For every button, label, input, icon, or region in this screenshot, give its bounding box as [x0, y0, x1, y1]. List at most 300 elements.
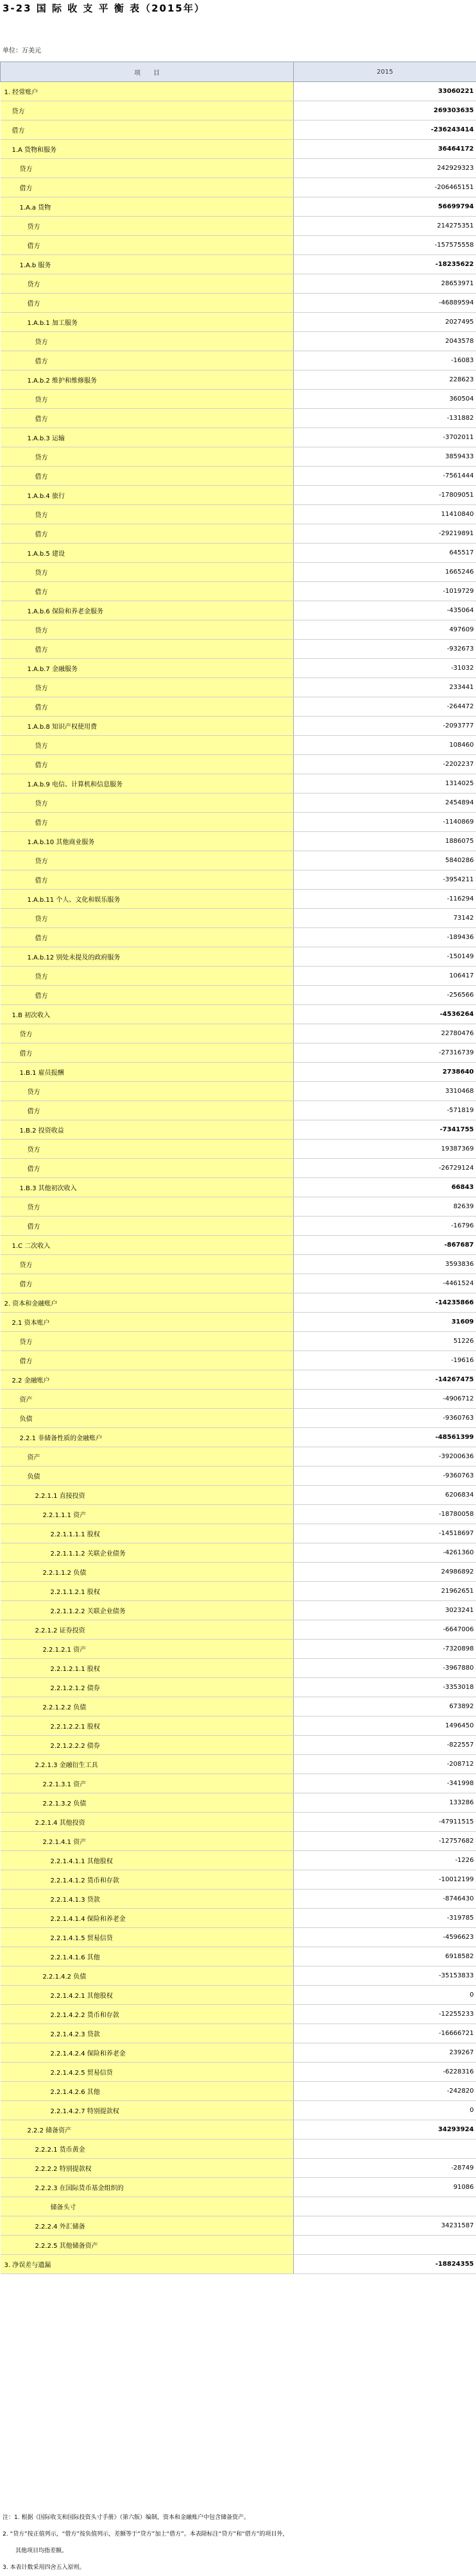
row-label: 1.A.b.8 知识产权使用费	[1, 717, 294, 736]
table-row	[1, 1697, 476, 1716]
row-value: 2027495	[294, 313, 476, 332]
row-value: 3593836	[294, 1255, 476, 1274]
row-value: -4906712	[294, 1390, 476, 1409]
row-label: 2.2.1.4.1.6 其他	[1, 1947, 294, 1966]
table-row	[1, 1620, 476, 1640]
row-value: 0	[294, 2101, 476, 2120]
table-row	[1, 505, 476, 524]
row-value: -35153833	[294, 1966, 476, 1986]
row-label: 借方	[1, 755, 294, 774]
row-label: 借方	[1, 1043, 294, 1063]
row-value: 24986892	[294, 1563, 476, 1582]
table-row	[1, 1313, 476, 1332]
row-value: -1019729	[294, 582, 476, 601]
row-label: 1.A.b.11 个人、文化和娱乐服务	[1, 890, 294, 909]
table-row	[1, 1543, 476, 1563]
table-row	[1, 582, 476, 601]
row-label: 2.2.1.4.2.4 保险和养老金	[1, 2043, 294, 2063]
row-label: 借方	[1, 697, 294, 717]
row-value: -116294	[294, 890, 476, 909]
row-label: 借方	[1, 120, 294, 140]
row-label: 贷方	[1, 967, 294, 986]
table-row	[1, 524, 476, 544]
row-label: 1.C 二次收入	[1, 1236, 294, 1255]
table-row	[1, 2101, 476, 2120]
row-label: 贷方	[1, 1332, 294, 1351]
table-row	[1, 370, 476, 390]
row-label: 2.2.1.2.2.1 股权	[1, 1716, 294, 1736]
row-label: 借方	[1, 467, 294, 486]
table-row	[1, 1601, 476, 1620]
row-label: 1.A.b 服务	[1, 255, 294, 274]
row-value: -16796	[294, 1217, 476, 1236]
row-value: 673892	[294, 1697, 476, 1716]
table-row	[1, 1043, 476, 1063]
row-value: -2202237	[294, 755, 476, 774]
table-row	[1, 1351, 476, 1370]
table-row	[1, 313, 476, 332]
row-label: 负债	[1, 1409, 294, 1428]
table-row	[1, 1255, 476, 1274]
table-row	[1, 1890, 476, 1909]
row-value: 6206834	[294, 1486, 476, 1505]
row-value: 239267	[294, 2043, 476, 2063]
note-2-continued: 其他项目均指差额。	[3, 2543, 471, 2559]
table-row	[1, 2159, 476, 2178]
table-row	[1, 236, 476, 255]
row-value: -14518697	[294, 1524, 476, 1543]
row-value: -7320898	[294, 1640, 476, 1659]
row-label: 2.2.1.4.2.3 贷款	[1, 2024, 294, 2043]
row-value: 3023241	[294, 1601, 476, 1620]
table-row	[1, 928, 476, 947]
table-row	[1, 2140, 476, 2159]
row-label: 资产	[1, 1390, 294, 1409]
row-label: 贷方	[1, 851, 294, 870]
row-value: -131882	[294, 409, 476, 428]
row-label: 2.2.1.2.1.1 股权	[1, 1659, 294, 1678]
row-label: 2.2.1 非储备性质的金融账户	[1, 1428, 294, 1447]
table-row	[1, 1678, 476, 1697]
row-label: 资产	[1, 1447, 294, 1467]
row-label: 1.A.b.6 保险和养老金服务	[1, 601, 294, 620]
row-label: 借方	[1, 928, 294, 947]
row-label: 1.A.b.10 其他商业服务	[1, 832, 294, 851]
row-value: -157575558	[294, 236, 476, 255]
table-row	[1, 1332, 476, 1351]
row-label: 贷方	[1, 620, 294, 640]
row-value: -16666721	[294, 2024, 476, 2043]
note-1: 注：1. 根据《国际收支和国际投资头寸手册》（第六版）编制，资本和金融账户中包含储备资产。	[3, 2509, 471, 2526]
table-row	[1, 736, 476, 755]
table-row	[1, 1928, 476, 1947]
row-label: 1.A.b.4 旅行	[1, 486, 294, 505]
table-row	[1, 717, 476, 736]
row-value: -9360763	[294, 1467, 476, 1486]
row-value: -19616	[294, 1351, 476, 1370]
row-value: 360504	[294, 390, 476, 409]
table-row	[1, 1390, 476, 1409]
row-value: 108460	[294, 736, 476, 755]
row-value: 66843	[294, 1178, 476, 1197]
notes	[3, 2509, 471, 2576]
row-value: 497609	[294, 620, 476, 640]
row-value: 242929323	[294, 159, 476, 178]
row-label: 2.2.2.1 货币黄金	[1, 2140, 294, 2159]
table-row	[1, 1813, 476, 1832]
row-value: 106417	[294, 967, 476, 986]
table-row	[1, 947, 476, 967]
row-label: 1.A.b.12 别处未提及的政府服务	[1, 947, 294, 967]
row-label: 借方	[1, 870, 294, 890]
table-row	[1, 2082, 476, 2101]
row-value: 91086	[294, 2178, 476, 2197]
row-value: -1140869	[294, 813, 476, 832]
row-label: 2.2.1.2.2 负债	[1, 1697, 294, 1716]
row-label: 2.2.2.4 外汇储备	[1, 2216, 294, 2236]
table-row	[1, 351, 476, 370]
table-row	[1, 620, 476, 640]
table-row	[1, 1832, 476, 1851]
row-value: 2738640	[294, 1063, 476, 1082]
table-row	[1, 332, 476, 351]
row-label: 贷方	[1, 390, 294, 409]
row-value: -435064	[294, 601, 476, 620]
header-item: 项 目	[1, 62, 294, 82]
row-label: 1.A.b.9 电信、计算机和信息服务	[1, 774, 294, 794]
row-value: -6228316	[294, 2063, 476, 2082]
row-value: -236243414	[294, 120, 476, 140]
table-row	[1, 2063, 476, 2082]
table-row	[1, 544, 476, 563]
row-label: 贷方	[1, 678, 294, 697]
row-label: 2.2.1.4 其他投资	[1, 1813, 294, 1832]
row-value: 1886075	[294, 832, 476, 851]
table-row	[1, 1986, 476, 2005]
row-value: 228623	[294, 370, 476, 390]
row-label: 2.2.2.3 在国际货币基金组织的	[1, 2178, 294, 2197]
row-value: -18780058	[294, 1505, 476, 1524]
row-value: -319785	[294, 1909, 476, 1928]
row-label: 2.2.1.4.2.7 特别提款权	[1, 2101, 294, 2120]
table-row	[1, 120, 476, 140]
table-row	[1, 794, 476, 813]
table-row	[1, 2216, 476, 2236]
table-row	[1, 82, 476, 101]
row-value: -18824355	[294, 2255, 476, 2274]
row-label: 1.A.b.5 建设	[1, 544, 294, 563]
row-value: -341998	[294, 1774, 476, 1793]
table-row	[1, 1851, 476, 1870]
row-label: 贷方	[1, 217, 294, 236]
table-row	[1, 390, 476, 409]
table-row	[1, 1467, 476, 1486]
table-row	[1, 697, 476, 717]
table-row	[1, 1005, 476, 1024]
row-value: -822557	[294, 1736, 476, 1755]
row-label: 借方	[1, 582, 294, 601]
row-value: 133286	[294, 1793, 476, 1813]
row-label: 借方	[1, 351, 294, 370]
row-value: 21962651	[294, 1582, 476, 1601]
table-row	[1, 774, 476, 794]
row-label: 2.2.1.4.1.4 保险和养老金	[1, 1909, 294, 1928]
row-label: 2.2.1.4.2.6 其他	[1, 2082, 294, 2101]
row-value	[294, 2236, 476, 2255]
row-value: -571819	[294, 1101, 476, 1120]
row-label: 2.2.1.4.1 资产	[1, 1832, 294, 1851]
row-label: 1.A.b.3 运输	[1, 428, 294, 447]
table-row	[1, 1063, 476, 1082]
row-label: 2.2.1.2.2.2 债券	[1, 1736, 294, 1755]
row-value: -189436	[294, 928, 476, 947]
table-row	[1, 1774, 476, 1793]
table-row	[1, 1793, 476, 1813]
row-label: 借方	[1, 1101, 294, 1120]
row-label: 借方	[1, 813, 294, 832]
row-label: 贷方	[1, 1140, 294, 1159]
row-value: -9360763	[294, 1409, 476, 1428]
row-value: -1226	[294, 1851, 476, 1870]
row-label: 借方	[1, 1351, 294, 1370]
row-label: 2.2.1.2.1.2 债券	[1, 1678, 294, 1697]
table-row	[1, 2043, 476, 2063]
row-value	[294, 2197, 476, 2216]
table-row	[1, 1293, 476, 1313]
table-row	[1, 909, 476, 928]
row-label: 3. 净误差与遗漏	[1, 2255, 294, 2274]
row-label: 贷方	[1, 159, 294, 178]
row-value: -7561444	[294, 467, 476, 486]
row-value: -3967880	[294, 1659, 476, 1678]
note-3: 3. 本表计数采用四舍五入原则。	[3, 2559, 471, 2576]
row-value: 28653971	[294, 274, 476, 294]
row-value: -10012199	[294, 1870, 476, 1890]
balance-of-payments-table	[0, 62, 476, 2274]
table-row	[1, 1563, 476, 1582]
row-label: 贷方	[1, 794, 294, 813]
table-row	[1, 217, 476, 236]
table-row	[1, 1409, 476, 1428]
table-row	[1, 1120, 476, 1140]
row-label: 2.2.1.4.2 负债	[1, 1966, 294, 1986]
table-row	[1, 255, 476, 274]
row-value: -16083	[294, 351, 476, 370]
row-value: -932673	[294, 640, 476, 659]
table-row	[1, 1178, 476, 1197]
row-label: 2.1 资本账户	[1, 1313, 294, 1332]
row-value: -14235866	[294, 1293, 476, 1313]
row-label: 贷方	[1, 563, 294, 582]
row-label: 2.2.2.5 其他储备资产	[1, 2236, 294, 2255]
row-value: -264472	[294, 697, 476, 717]
row-label: 2.2.1.2.1 资产	[1, 1640, 294, 1659]
row-value: -27316739	[294, 1043, 476, 1063]
table-row	[1, 178, 476, 197]
note-2: 2. “贷方”按正值列示，“借方”按负值列示，差额等于“贷方”加上“借方”。本表除标注“贷方”和“借方”的项目外，	[3, 2526, 471, 2543]
table-row	[1, 832, 476, 851]
row-value: -208712	[294, 1755, 476, 1774]
row-label: 借方	[1, 178, 294, 197]
row-value: 33060221	[294, 82, 476, 101]
row-value: 233441	[294, 678, 476, 697]
row-value: 36464172	[294, 140, 476, 159]
row-label: 2.2.1.1 直接投资	[1, 1486, 294, 1505]
row-value: 3310468	[294, 1082, 476, 1101]
row-label: 2.2 金融账户	[1, 1370, 294, 1390]
row-label: 负债	[1, 1467, 294, 1486]
row-label: 2.2.1.1.2 负债	[1, 1563, 294, 1582]
row-value: -3353018	[294, 1678, 476, 1697]
row-label: 2. 资本和金融账户	[1, 1293, 294, 1313]
row-label: 1.A.b.1 加工服务	[1, 313, 294, 332]
row-value: -8746430	[294, 1890, 476, 1909]
row-label: 储备头寸	[1, 2197, 294, 2216]
row-value: 2454894	[294, 794, 476, 813]
row-value: 82639	[294, 1197, 476, 1217]
row-value: 214275351	[294, 217, 476, 236]
table-row	[1, 159, 476, 178]
row-value	[294, 2140, 476, 2159]
table-row	[1, 2236, 476, 2255]
table-row	[1, 1082, 476, 1101]
table-row	[1, 1486, 476, 1505]
row-label: 借方	[1, 1217, 294, 1236]
table-row	[1, 640, 476, 659]
table-row	[1, 2178, 476, 2197]
row-value: 73142	[294, 909, 476, 928]
table-row	[1, 294, 476, 313]
row-value: -4261360	[294, 1543, 476, 1563]
row-value: -48561399	[294, 1428, 476, 1447]
row-value: -4461524	[294, 1274, 476, 1293]
table-row	[1, 1274, 476, 1293]
row-label: 借方	[1, 1274, 294, 1293]
table-row	[1, 486, 476, 505]
row-label: 1.B.2 投资收益	[1, 1120, 294, 1140]
row-value: -7341755	[294, 1120, 476, 1140]
row-value: -3702011	[294, 428, 476, 447]
row-value: 56699794	[294, 197, 476, 217]
row-label: 贷方	[1, 1082, 294, 1101]
table-row	[1, 755, 476, 774]
row-label: 2.2.1.4.2.5 贸易信贷	[1, 2063, 294, 2082]
table-row	[1, 1870, 476, 1890]
row-value: -17809051	[294, 486, 476, 505]
row-label: 贷方	[1, 909, 294, 928]
table-row	[1, 601, 476, 620]
row-label: 2.2.2.2 特别提款权	[1, 2159, 294, 2178]
row-value: 3859433	[294, 447, 476, 467]
row-value: 22780476	[294, 1024, 476, 1043]
table-row	[1, 2255, 476, 2274]
table-row	[1, 813, 476, 832]
row-label: 2.2.1.1.1.1 股权	[1, 1524, 294, 1543]
row-value: -867687	[294, 1236, 476, 1255]
row-label: 借方	[1, 236, 294, 255]
row-label: 1.A.b.2 维护和维修服务	[1, 370, 294, 390]
row-value: -150149	[294, 947, 476, 967]
row-label: 2.2.1.4.2.1 其他股权	[1, 1986, 294, 2005]
row-label: 2.2.1.3.2 负债	[1, 1793, 294, 1813]
table-row	[1, 1101, 476, 1120]
row-value: 5840286	[294, 851, 476, 870]
row-value: -3954211	[294, 870, 476, 890]
row-label: 2.2.1.4.2.2 货币和存款	[1, 2005, 294, 2024]
table-row	[1, 428, 476, 447]
row-label: 贷方	[1, 1197, 294, 1217]
table-row	[1, 447, 476, 467]
table-row	[1, 967, 476, 986]
table-row	[1, 1524, 476, 1543]
row-label: 1.A.b.7 金融服务	[1, 659, 294, 678]
row-value: -18235622	[294, 255, 476, 274]
row-label: 贷方	[1, 447, 294, 467]
row-value: 0	[294, 1986, 476, 2005]
row-label: 2.2.1.4.1.1 其他股权	[1, 1851, 294, 1870]
row-label: 2.2.1.4.1.2 货币和存款	[1, 1870, 294, 1890]
table-row	[1, 870, 476, 890]
row-label: 贷方	[1, 101, 294, 120]
table-row	[1, 1197, 476, 1217]
row-label: 2.2.1.4.1.3 贷款	[1, 1890, 294, 1909]
page-title: 3-23 国 际 收 支 平 衡 表（2015年）	[3, 1, 205, 15]
table-row	[1, 1447, 476, 1467]
table-row	[1, 1159, 476, 1178]
row-value: 1314025	[294, 774, 476, 794]
row-label: 借方	[1, 409, 294, 428]
table-row	[1, 101, 476, 120]
row-value: -39200636	[294, 1447, 476, 1467]
row-value: -47911515	[294, 1813, 476, 1832]
table-row	[1, 1236, 476, 1255]
row-value: 1496450	[294, 1716, 476, 1736]
row-value: -46889594	[294, 294, 476, 313]
row-label: 2.2.1.4.1.5 贸易信贷	[1, 1928, 294, 1947]
row-label: 贷方	[1, 736, 294, 755]
table-row	[1, 140, 476, 159]
table-row	[1, 197, 476, 217]
row-value: -6647006	[294, 1620, 476, 1640]
row-label: 2.2.1.3.1 资产	[1, 1774, 294, 1793]
row-value: 51226	[294, 1332, 476, 1351]
row-label: 2.2.1.1.1.2 关联企业债务	[1, 1543, 294, 1563]
row-value: 6918582	[294, 1947, 476, 1966]
row-label: 2.2.1.3 金融衍生工具	[1, 1755, 294, 1774]
table-row	[1, 2197, 476, 2216]
row-value: 1665246	[294, 563, 476, 582]
row-label: 1.B.1 雇员报酬	[1, 1063, 294, 1082]
table-row	[1, 1966, 476, 1986]
row-value: -12255233	[294, 2005, 476, 2024]
table-row	[1, 1659, 476, 1678]
row-value: 2043578	[294, 332, 476, 351]
table-row	[1, 986, 476, 1005]
row-value: -28749	[294, 2159, 476, 2178]
row-label: 1.B.3 其他初次收入	[1, 1178, 294, 1197]
table-row	[1, 1716, 476, 1736]
table-row	[1, 1140, 476, 1159]
header-year: 2015	[294, 62, 476, 82]
row-label: 借方	[1, 1159, 294, 1178]
row-label: 借方	[1, 294, 294, 313]
table-row	[1, 1024, 476, 1043]
row-value: 269303635	[294, 101, 476, 120]
row-value: 19387369	[294, 1140, 476, 1159]
row-label: 2.2.1.1.1 资产	[1, 1505, 294, 1524]
row-value: 34231587	[294, 2216, 476, 2236]
row-value: -29219891	[294, 524, 476, 544]
